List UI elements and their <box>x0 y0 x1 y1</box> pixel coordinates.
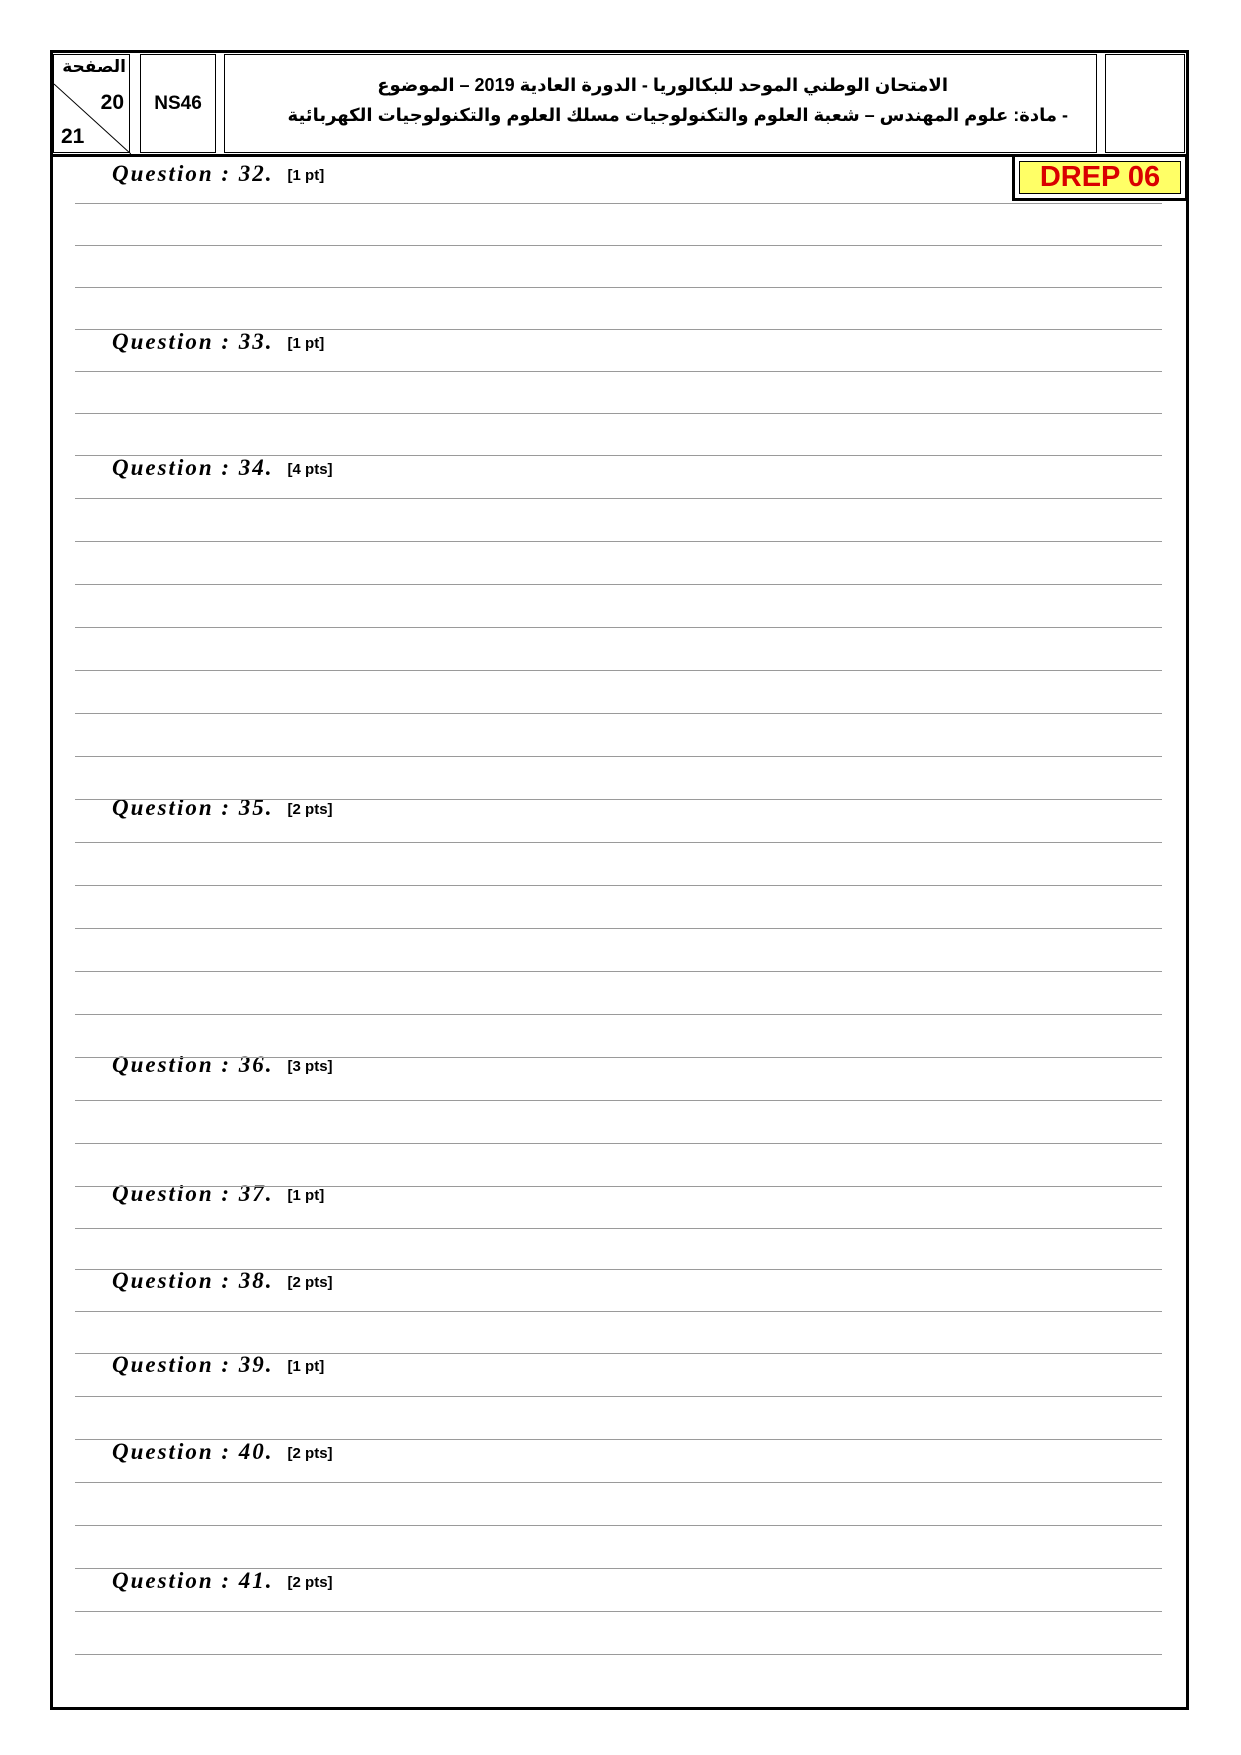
question-heading <box>112 329 324 355</box>
question-heading <box>112 1268 333 1294</box>
answer-line[interactable] <box>75 371 1162 372</box>
answer-line[interactable] <box>75 1100 1162 1101</box>
empty-header-box <box>1105 54 1185 153</box>
page-label: الصفحة <box>62 57 126 76</box>
answer-line[interactable] <box>75 713 1162 714</box>
question-title: Question : 37. <box>112 1181 274 1206</box>
answer-line[interactable] <box>75 1353 1162 1354</box>
answer-line[interactable] <box>75 287 1162 288</box>
answer-line[interactable] <box>75 1143 1162 1144</box>
answer-line[interactable] <box>75 541 1162 542</box>
question-heading <box>112 161 324 187</box>
answer-line[interactable] <box>75 1269 1162 1270</box>
answer-line[interactable] <box>75 1654 1162 1655</box>
answer-line[interactable] <box>75 885 1162 886</box>
answer-line[interactable] <box>75 203 1162 204</box>
exam-title-line2: - مادة: علوم المهندس – شعبة العلوم والتكنولوجيات مسلك العلوم والتكنولوجيات الكهربائية <box>287 105 1068 125</box>
answer-line[interactable] <box>75 329 1162 330</box>
question-points: [2 pts] <box>287 801 333 818</box>
drep-badge <box>1012 154 1188 201</box>
question-points: [2 pts] <box>287 1445 333 1462</box>
answer-line[interactable] <box>75 1611 1162 1612</box>
answer-line[interactable] <box>75 1439 1162 1440</box>
question-title: Question : 40. <box>112 1439 274 1464</box>
answer-line[interactable] <box>75 971 1162 972</box>
question-heading <box>112 455 333 481</box>
question-points: [4 pts] <box>287 461 333 478</box>
question-heading <box>112 1352 324 1378</box>
question-points: [1 pt] <box>287 167 325 184</box>
answer-line[interactable] <box>75 1482 1162 1483</box>
question-points: [2 pts] <box>287 1274 333 1291</box>
answer-line[interactable] <box>75 498 1162 499</box>
answer-line[interactable] <box>75 670 1162 671</box>
question-title: Question : 36. <box>112 1052 274 1077</box>
page-number: 20 <box>100 91 124 114</box>
answer-line[interactable] <box>75 455 1162 456</box>
question-points: [1 pt] <box>287 1187 325 1204</box>
question-title: Question : 33. <box>112 329 274 354</box>
answer-line[interactable] <box>75 627 1162 628</box>
answer-line[interactable] <box>75 1057 1162 1058</box>
answer-line[interactable] <box>75 756 1162 757</box>
question-heading <box>112 1181 324 1207</box>
page-total: 21 <box>61 125 85 148</box>
question-title: Question : 32. <box>112 161 274 186</box>
answer-line[interactable] <box>75 1186 1162 1187</box>
exam-code: NS46 <box>140 54 216 153</box>
answer-line[interactable] <box>75 1014 1162 1015</box>
question-title: Question : 39. <box>112 1352 274 1377</box>
answer-line[interactable] <box>75 245 1162 246</box>
question-heading <box>112 1439 333 1465</box>
question-points: [1 pt] <box>287 1358 325 1375</box>
page-number-box <box>53 54 130 153</box>
answer-line[interactable] <box>75 584 1162 585</box>
answer-line[interactable] <box>75 1525 1162 1526</box>
exam-title-line1: الامتحان الوطني الموحد للبكالوريا - الدورة العادية 2019 – الموضوع <box>377 75 948 95</box>
answer-line[interactable] <box>75 1311 1162 1312</box>
answer-line[interactable] <box>75 413 1162 414</box>
answer-line[interactable] <box>75 1228 1162 1229</box>
question-title: Question : 34. <box>112 455 274 480</box>
answer-line[interactable] <box>75 842 1162 843</box>
question-heading <box>112 1052 333 1078</box>
question-points: [1 pt] <box>287 335 325 352</box>
exam-title-box <box>224 54 1097 153</box>
answer-line[interactable] <box>75 1396 1162 1397</box>
question-heading <box>112 1568 333 1594</box>
answer-line[interactable] <box>75 1568 1162 1569</box>
question-title: Question : 35. <box>112 795 274 820</box>
question-title: Question : 41. <box>112 1568 274 1593</box>
question-points: [2 pts] <box>287 1574 333 1591</box>
drep-label: DREP 06 <box>1019 161 1181 194</box>
answer-line[interactable] <box>75 799 1162 800</box>
answer-line[interactable] <box>75 928 1162 929</box>
question-points: [3 pts] <box>287 1058 333 1075</box>
question-title: Question : 38. <box>112 1268 274 1293</box>
